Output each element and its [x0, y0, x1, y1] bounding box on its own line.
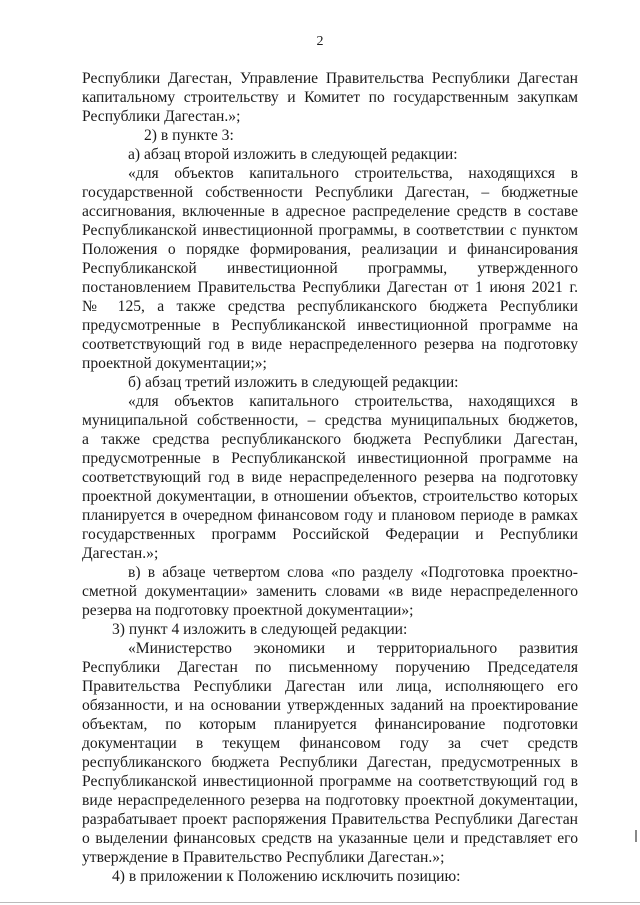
document-body [82, 69, 578, 886]
text-line: Республиканской инвестиционной программы, в соответствии с пунктом [82, 222, 578, 239]
text-line: постановлением Правительства Республики Дагестан от 1 июня 2021 г. [82, 279, 578, 296]
text-line: объектам, по которым планируется финансирование подготовки [82, 716, 578, 733]
text-line: капитальному строительству и Комитет по государственным закупкам [82, 89, 578, 106]
text-line: Правительства Республики Дагестан или лица, исполняющего его [82, 678, 578, 695]
text-line: сметной документации» заменить словами «в виде нераспределенного [82, 583, 578, 600]
text-line: «Министерство экономики и территориального развития [128, 640, 578, 657]
text-line: «для объектов капитального строительства, находящихся в [128, 165, 578, 182]
text-line: документации в текущем финансовом году за счет средств [82, 735, 578, 752]
text-line: соответствующий год в виде нераспределенного резерва на подготовку [82, 336, 578, 353]
text-line: обязанности, и на основании утвержденных заданий на проектирование [82, 697, 578, 714]
text-line: № 125, а также средства республиканского бюджета Республики [82, 298, 578, 315]
text-line: в) в абзаце четвертом слова «по разделу «Подготовка проектно- [128, 564, 578, 581]
text-line: разрабатывает проект распоряжения Правительства Республики Дагестан [82, 811, 578, 828]
text-line: государственной собственности Республики Дагестан, – бюджетные [82, 184, 578, 201]
text-line: утверждение в Правительство Республики Дагестан.»; [82, 849, 445, 866]
text-line: Дагестан.»; [82, 545, 159, 562]
text-line: проектной документации, в отношении объектов, строительство которых [82, 488, 578, 505]
text-line: 4) в приложении к Положению исключить позицию: [112, 868, 461, 885]
text-line: предусмотренные в Республиканской инвестиционной программе на [82, 450, 578, 467]
text-line: Республиканской инвестиционной программе на соответствующий год в [82, 773, 578, 790]
text-line: Республики Дагестан.»; [82, 108, 241, 125]
text-line: Республики Дагестан, Управление Правительства Республики Дагестан [82, 70, 578, 87]
text-line: виде нераспределенного резерва на подготовку проектной документации, [82, 792, 578, 809]
scan-border [0, 902, 640, 903]
text-line: б) абзац третий изложить в следующей редакции: [128, 374, 459, 391]
page-number: 2 [316, 34, 324, 49]
text-line: муниципальной собственности, – средства муниципальных бюджетов, [82, 412, 578, 429]
text-line: а также средства республиканского бюджета Республики Дагестан, [82, 431, 578, 448]
text-line: предусмотренные в Республиканской инвестиционной программе на [82, 317, 578, 334]
text-line: Республики Дагестан по письменному поручению Председателя [82, 659, 578, 676]
text-line: «для объектов капитального строительства, находящихся в [128, 393, 578, 410]
text-line: Республиканской инвестиционной программы, утвержденного [82, 260, 578, 277]
text-line: соответствующий год в виде нераспределенного резерва на подготовку [82, 469, 578, 486]
text-line: 2) в пункте 3: [144, 127, 234, 144]
text-line: планируется в очередном финансовом году и плановом периоде в рамках [82, 507, 578, 524]
text-line: ассигнования, включенные в адресное распределение средств в составе [82, 203, 578, 220]
scan-artifact [635, 830, 637, 842]
text-line: о выделении финансовых средств на указанные цели и представляет его [82, 830, 578, 847]
text-line: Положения о порядке формирования, реализации и финансирования [82, 241, 578, 258]
text-line: а) абзац второй изложить в следующей редакции: [128, 146, 458, 163]
text-line: 3) пункт 4 изложить в следующей редакции: [112, 621, 408, 638]
text-line: проектной документации;»; [82, 355, 267, 372]
text-line: государственных программ Российской Федерации и Республики [82, 526, 578, 543]
text-line: резерва на подготовку проектной документации»; [82, 602, 414, 619]
text-line: республиканского бюджета Республики Дагестан, предусмотренных в [82, 754, 578, 771]
